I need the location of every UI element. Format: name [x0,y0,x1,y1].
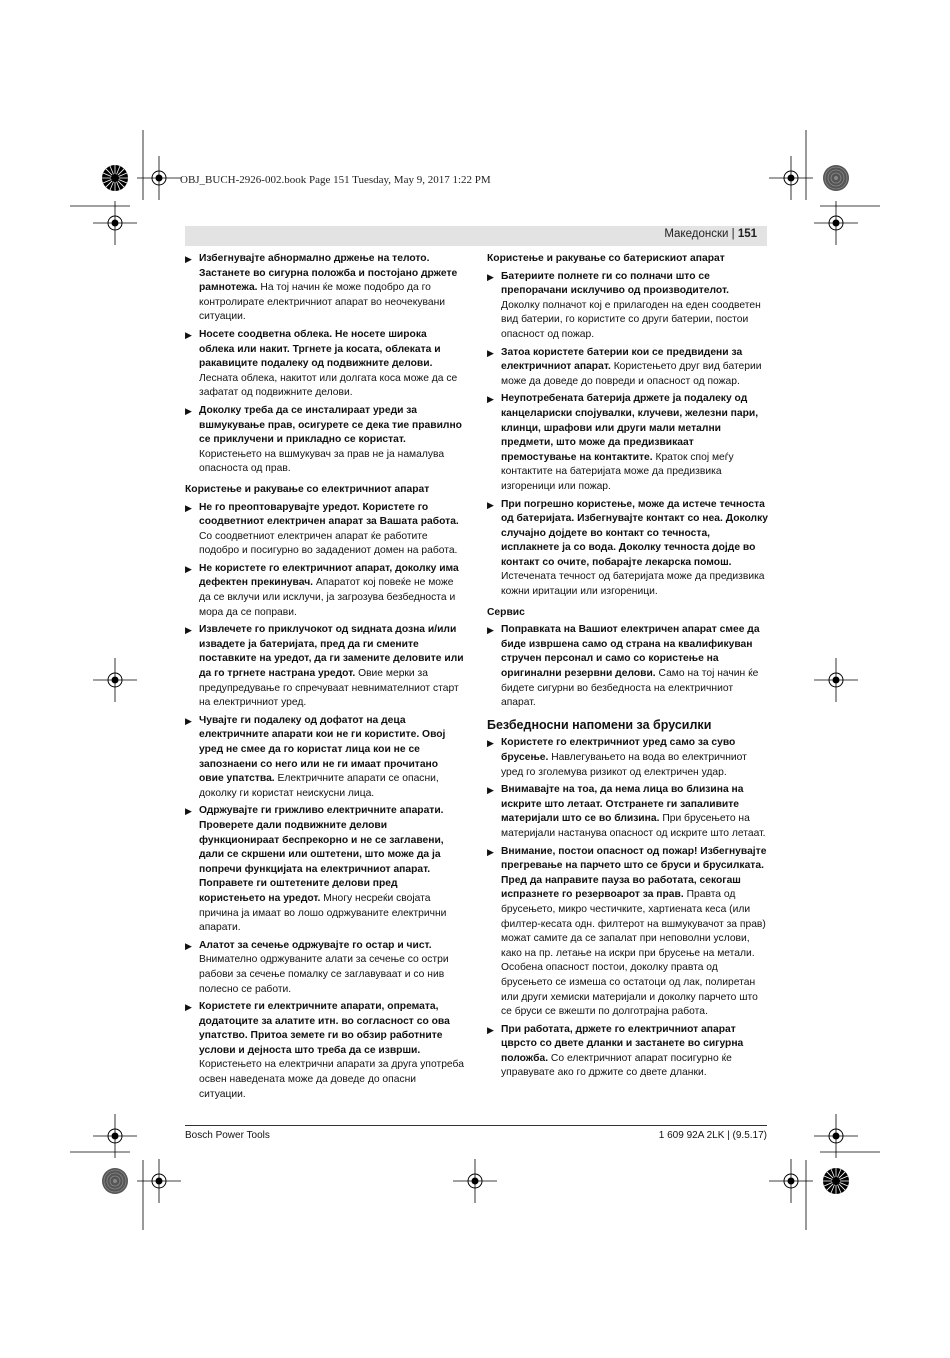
item-body-text: На тој начин ќе може подобро да го контролирате електричниот апарат во неочекувани ситуации. [199,282,446,323]
item-bold-text: Носете соодветна облека. Не носете широка облека или накит. Тргнете ја косата, облеката и ракавиците подалеку од подвижните делови. [199,328,441,370]
list-item [185,562,464,620]
list-item [487,346,768,390]
item-body-text: Навлегувањето на вода во електричниот уред го зголемува ризикот од електричен удар. [501,752,747,778]
footer-rule [185,1125,767,1126]
item-bold-text: Алатот за сечење одржувајте го остар и чист. [199,939,432,951]
list-item [487,783,768,841]
bullet-triangle-icon: ▶ [185,940,192,951]
list-item [185,1000,464,1102]
bullet-triangle-icon: ▶ [487,785,494,796]
bullet-triangle-icon: ▶ [487,1024,494,1035]
left-section-list [185,501,464,1103]
service-list [487,623,768,711]
item-bold-text: При погрешно користење, може да истече течноста од батеријата. Избегнувајте контакт со неа. Доколку случајно дојдете во контакт со течноста, исплакнете ја со вода. Доколку течноста дојде во контакт со очите, побарајте лекарска помош. [501,498,768,568]
list-item [487,392,768,494]
left-top-list [185,252,464,477]
footer-code: 1 609 92A 2LK | (9.5.17) [658,1130,767,1141]
item-body-text: Со електричниот апарат посигурно ќе управувате ако го држите со двете дланки. [501,1052,732,1079]
item-bold-text: Внимание, постои опасност од пожар! Избегнувајте прегревање на парчето што се бруси и брусилката. Пред да направите пауза во работата, секогаш испразнете го резервоарот за прав. [501,845,767,901]
bullet-triangle-icon: ▶ [185,1002,192,1013]
bullet-triangle-icon: ▶ [487,271,494,282]
section-title-service: Сервис [487,606,525,618]
header-label [664,228,757,240]
item-body-text: Со соодветниот електричен апарат ќе работите подобро и посигурно во зададениот домен на работа. [199,530,458,557]
item-body-text: Користењето на вшмукувач за прав не ја намалува опасноста од прав. [199,448,445,475]
list-item [185,501,464,559]
section-title-grinders: Безбедносни напомени за брусилки [487,717,712,732]
list-item [185,714,464,802]
bullet-triangle-icon: ▶ [487,738,494,749]
print-slug: OBJ_BUCH-2926-002.book Page 151 Tuesday, May 9, 2017 1:22 PM [180,174,491,186]
item-body-text: Електричните апарати се опасни, доколку ги користат неискусни лица. [199,773,439,799]
item-body-text: Многу несреќи својата причина ја имаат во лошо одржуваните електрични апарати. [199,892,447,934]
grinder-list [487,736,768,1081]
header-language: Македонски [664,228,729,240]
bullet-triangle-icon: ▶ [185,625,192,636]
header-separator: | [731,228,735,240]
footer-brand: Bosch Power Tools [185,1130,270,1141]
list-item [487,270,768,343]
list-item [185,404,464,477]
bullet-triangle-icon: ▶ [185,806,192,817]
item-bold-text: При работата, држете го електричниот апарат цврсто со двете дланки и застанете во сигурна положба. [501,1023,744,1064]
bullet-triangle-icon: ▶ [185,502,192,513]
bullet-triangle-icon: ▶ [487,846,494,857]
list-item [487,845,768,1020]
item-bold-text: Внимавајте на тоа, да нема лица во близина на искрите што летаат. Отстранете ги запаливите материјали што се во близина. [501,784,744,825]
bullet-triangle-icon: ▶ [185,405,192,416]
bullet-triangle-icon: ▶ [487,499,494,510]
item-body-text: Истечената течност од батеријата може да предизвика кожни иритации или изгореници. [501,571,765,598]
list-item [487,623,768,711]
list-item [185,804,464,935]
item-bold-text: Одржувајте ги грижливо електричните апарати. Проверете дали подвижните делови функционираат беспрекорно и не се заглавени, дали се скршени или оштетени, што може да ја попречи функцијата на електричниот апарат. Поправете ги оштетените делови пред користењето на уредот. [199,805,444,904]
section-title-power-tool-use: Користење и ракување со електричниот апарат [185,483,430,495]
item-bold-text: Не го преоптоварувајте уредот. Користете го соодветниот електричен апарат за Вашата работа. [199,501,459,528]
item-body-text: Користењето друг вид батерии може да доведе до повреди и опасност од пожар. [501,361,762,387]
section-title-battery: Користење и ракување со батерискиот апарат [487,253,725,264]
list-item [185,252,464,325]
item-bold-text: Доколку треба да се инсталираат уреди за вшмукување прав, осигурете се дека тие правилно се приклучени и прикладно се користат. [199,404,462,446]
item-body-text: При брусењето на материјали настанува опасност од искрите што летаат. [501,813,766,839]
bullet-triangle-icon: ▶ [185,329,192,340]
list-item [487,498,768,600]
item-body-text: Правта од брусењето, микро честичките, хартиената кеса (или филтер-кесата одн. филтерот на вшмукувачот за прав) можат самите да се запалат при неповолни услови, како на пр. летање на искри при брусење на метали. Особена опасност постои, доколку правта од брусењето се измеша со остатоци од лак, полиретан или други хемиски материјали и доколку парчето што се бруси се вжешти по долготрајна работа. [501,889,766,1018]
list-item [185,623,464,711]
bullet-triangle-icon: ▶ [185,254,192,264]
list-item [487,1023,768,1081]
item-body-text: Внимателно одржуваните алати за сечење со остри рабови за сечење помалку се заглавуваат и со нив полесно се работи. [199,954,449,995]
bullet-triangle-icon: ▶ [487,625,494,636]
item-body-text: Лесната облека, накитот или долгата коса може да се зафатат од подвижните делови. [199,372,458,399]
item-body-text: Доколку полначот кој е прилагоден на еден соодветен вид батерии, го користите со други батерии, постои опасност од пожар. [501,299,761,340]
left-column [185,252,464,1105]
bullet-triangle-icon: ▶ [487,347,494,358]
list-item [185,939,464,997]
bullet-triangle-icon: ▶ [487,394,494,405]
page-header [185,226,767,246]
item-bold-text: Извлечете го приклучокот од ѕидната дозна и/или извадете ја батеријата, пред да ги смените поставките на уредот, да ги замените деловите или да го тргнете настрана уредот. [199,624,464,680]
item-bold-text: Неупотребената батерија држете ја подалеку од канцелариски спојувалки, клучеви, железни пари, клинци, шрафови или други мали метални предмети, што може да предизвикаат премостување на контактите. [501,393,759,463]
item-body-text: Само на тој начин ќе бидете сигурни во безбедноста на електричниот апарат. [501,668,759,709]
list-item [185,328,464,401]
item-bold-text: Батериите полнете ги со полначи што се препорачани исклучиво од производителот. [501,270,729,297]
item-bold-text: Поправката на Вашиот електричен апарат смее да биде извршена само од страна на квалификуван стручен персонал и само со користење на оригинални резервни делови. [501,624,760,680]
item-bold-text: Затоа користете батерии кои се предвидени за електричниот апарат. [501,346,743,373]
item-body-text: Овие мерки за предупредување го спречуваат невнимателниот старт на електричниот уред. [199,668,459,709]
item-bold-text: Користете го електричниот уред само за суво брусење. [501,737,736,763]
item-bold-text: Не користете го електричниот апарат, доколку има дефектен прекинувач. [199,562,459,589]
item-body-text: Апаратот кој повеќе не може да се вклучи или исклучи, ја загрозува безбедноста и мора да се поправи. [199,577,456,618]
item-bold-text: Чувајте ги подалеку од дофатот на деца електричните апарати кои не ги користите. Овој уред не смее да го користат лица кои не се запознаени со него или не ги имаат прочитано овие упатства. [199,714,446,785]
right-column [487,252,768,1084]
item-bold-text: Избегнувајте абнормално држење на телото. Застанете во сигурна положба и постојано држете рамнотежа. [199,253,458,294]
battery-list [487,270,768,600]
item-body-text: Користењето на електрични апарати за друга употреба освен наведената може да доведе до опасни ситуации. [199,1059,464,1100]
bullet-triangle-icon: ▶ [185,563,192,574]
item-bold-text: Користете ги електричните апарати, опремата, додатоците за алатите итн. во согласност со ова упатство. Притоа земете ги во обзир работните услови и дејноста што треба да се изврши. [199,1001,450,1056]
list-item [487,736,768,780]
page-number: 151 [737,228,757,240]
item-body-text: Краток спој меѓу контактите на батеријата може да предизвика изгореници или пожар. [501,451,734,492]
bullet-triangle-icon: ▶ [185,715,192,726]
